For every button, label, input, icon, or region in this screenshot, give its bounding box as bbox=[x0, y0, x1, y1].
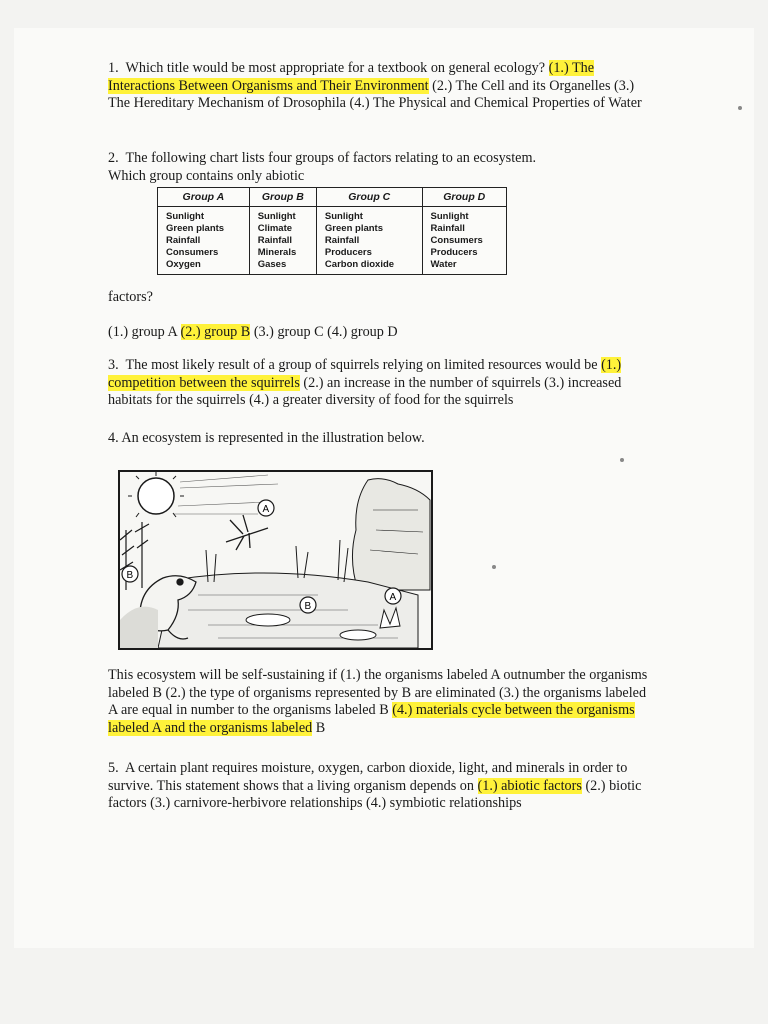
abiotic-factors-table bbox=[157, 187, 507, 275]
question-5-option-4: (4.) symbiotic relationships bbox=[366, 795, 522, 811]
question-3-option-4: (4.) a greater diversity of food for the squirrels bbox=[249, 392, 514, 408]
question-2-number: 2. bbox=[108, 150, 119, 166]
table-cell: Water bbox=[430, 259, 457, 270]
question-2-option-2: (2.) group B bbox=[180, 324, 251, 340]
table-cell: Sunlight bbox=[166, 211, 204, 222]
question-3 bbox=[108, 357, 648, 410]
question-3-number: 3. bbox=[108, 357, 119, 373]
question-4-number: 4. bbox=[108, 430, 119, 446]
table-cell: Sunlight bbox=[430, 211, 469, 222]
question-1-text: Which title would be most appropriate for a textbook on general ecology? bbox=[125, 60, 546, 76]
question-3-option-3: (3.) increased habitats for the squirrels bbox=[108, 374, 622, 408]
question-1-option-3: (3.) The Hereditary Mechanism of Drosophila bbox=[108, 77, 635, 111]
question-4 bbox=[108, 430, 648, 448]
label-b-frog: B bbox=[126, 570, 134, 581]
table-cell: Sunlight bbox=[324, 211, 363, 222]
table-header-group-a: Group A bbox=[158, 188, 250, 207]
question-4-option-3: (3.) the organisms labeled A are equal in number to the organisms labeled B bbox=[108, 684, 647, 718]
table-cell: Consumers bbox=[430, 235, 483, 246]
question-4-option-1: (1.) the organisms labeled A outnumber the organisms labeled B bbox=[108, 667, 648, 701]
table-cell: Producers bbox=[324, 247, 372, 258]
scan-speck bbox=[620, 458, 624, 462]
table-cell: Oxygen bbox=[166, 259, 201, 270]
question-4-options bbox=[108, 667, 648, 737]
question-3-text: The most likely result of a group of squirrels relying on limited resources would be bbox=[125, 357, 598, 373]
question-2-text-line-2: Which group contains only abiotic bbox=[108, 167, 305, 184]
question-4-option-4-tail: B bbox=[315, 719, 326, 736]
table-cell: Producers bbox=[430, 247, 478, 258]
table-cell: Green plants bbox=[166, 223, 225, 234]
question-4-text: An ecosystem is represented in the illustration below. bbox=[121, 430, 425, 446]
question-2-option-4: (4.) group D bbox=[327, 324, 398, 340]
foliage-icon bbox=[352, 479, 430, 590]
question-2-option-3: (3.) group C bbox=[253, 324, 324, 340]
question-1-option-1: (1.) The Interactions Between Organisms and Their Environment bbox=[108, 60, 595, 94]
table-cell: Consumers bbox=[166, 247, 219, 258]
table-header-group-c: Group C bbox=[316, 188, 422, 207]
table-column-group-c bbox=[316, 207, 422, 275]
table-cell: Climate bbox=[257, 223, 293, 234]
table-column-group-b bbox=[249, 207, 316, 275]
question-5-number: 5. bbox=[108, 760, 119, 776]
question-2-text-line-1: The following chart lists four groups of factors relating to an ecosystem. bbox=[125, 150, 537, 166]
table-cell: Gases bbox=[257, 259, 287, 270]
label-a-upper: A bbox=[262, 504, 270, 515]
table-cell: Rainfall bbox=[166, 235, 201, 246]
question-1 bbox=[108, 60, 648, 113]
table-cell: Rainfall bbox=[324, 235, 360, 246]
table-column-group-d bbox=[422, 207, 506, 275]
question-3-option-1: (1.) competition between the squirrels bbox=[108, 357, 622, 391]
question-1-option-2: (2.) The Cell and its Organelles bbox=[432, 77, 611, 94]
table-cell: Green plants bbox=[324, 223, 383, 234]
question-2-factors-word: factors? bbox=[108, 289, 153, 305]
label-a-lower: A bbox=[389, 592, 397, 603]
scan-speck bbox=[492, 565, 496, 569]
question-5 bbox=[108, 760, 648, 813]
table-column-group-a bbox=[158, 207, 250, 275]
table-header-group-d: Group D bbox=[422, 188, 506, 207]
label-b-pond: B bbox=[304, 601, 312, 612]
question-4-option-2: (2.) the type of organisms represented by B are eliminated bbox=[165, 684, 496, 701]
question-3-option-2: (2.) an increase in the number of squirrels bbox=[303, 374, 541, 391]
question-1-option-4: (4.) The Physical and Chemical Properties of Water bbox=[349, 95, 642, 111]
question-2 bbox=[108, 150, 648, 185]
question-4-stem: This ecosystem will be self-sustaining if bbox=[108, 667, 337, 683]
question-5-option-1: (1.) abiotic factors bbox=[477, 777, 582, 794]
table-cell: Carbon dioxide bbox=[324, 259, 395, 270]
ecosystem-illustration bbox=[118, 470, 433, 650]
question-5-option-3: (3.) carnivore-herbivore relationships bbox=[150, 795, 363, 811]
question-4-option-4: (4.) materials cycle between the organisms labeled A and the organisms labeled bbox=[108, 702, 635, 736]
question-1-number: 1. bbox=[108, 60, 119, 76]
table-cell: Rainfall bbox=[430, 223, 465, 234]
table-header-group-b: Group B bbox=[249, 188, 316, 207]
table-cell: Minerals bbox=[257, 247, 297, 258]
question-5-option-2: (2.) biotic factors bbox=[108, 777, 642, 811]
question-2-option-1: (1.) group A bbox=[108, 324, 177, 340]
question-5-text: A certain plant requires moisture, oxygen, carbon dioxide, light, and minerals in order to survive. This statement shows that a living organism depends on bbox=[108, 760, 628, 794]
table-cell: Sunlight bbox=[257, 211, 296, 222]
table-cell: Rainfall bbox=[257, 235, 293, 246]
question-2-options bbox=[108, 324, 648, 342]
scan-speck bbox=[738, 106, 742, 110]
